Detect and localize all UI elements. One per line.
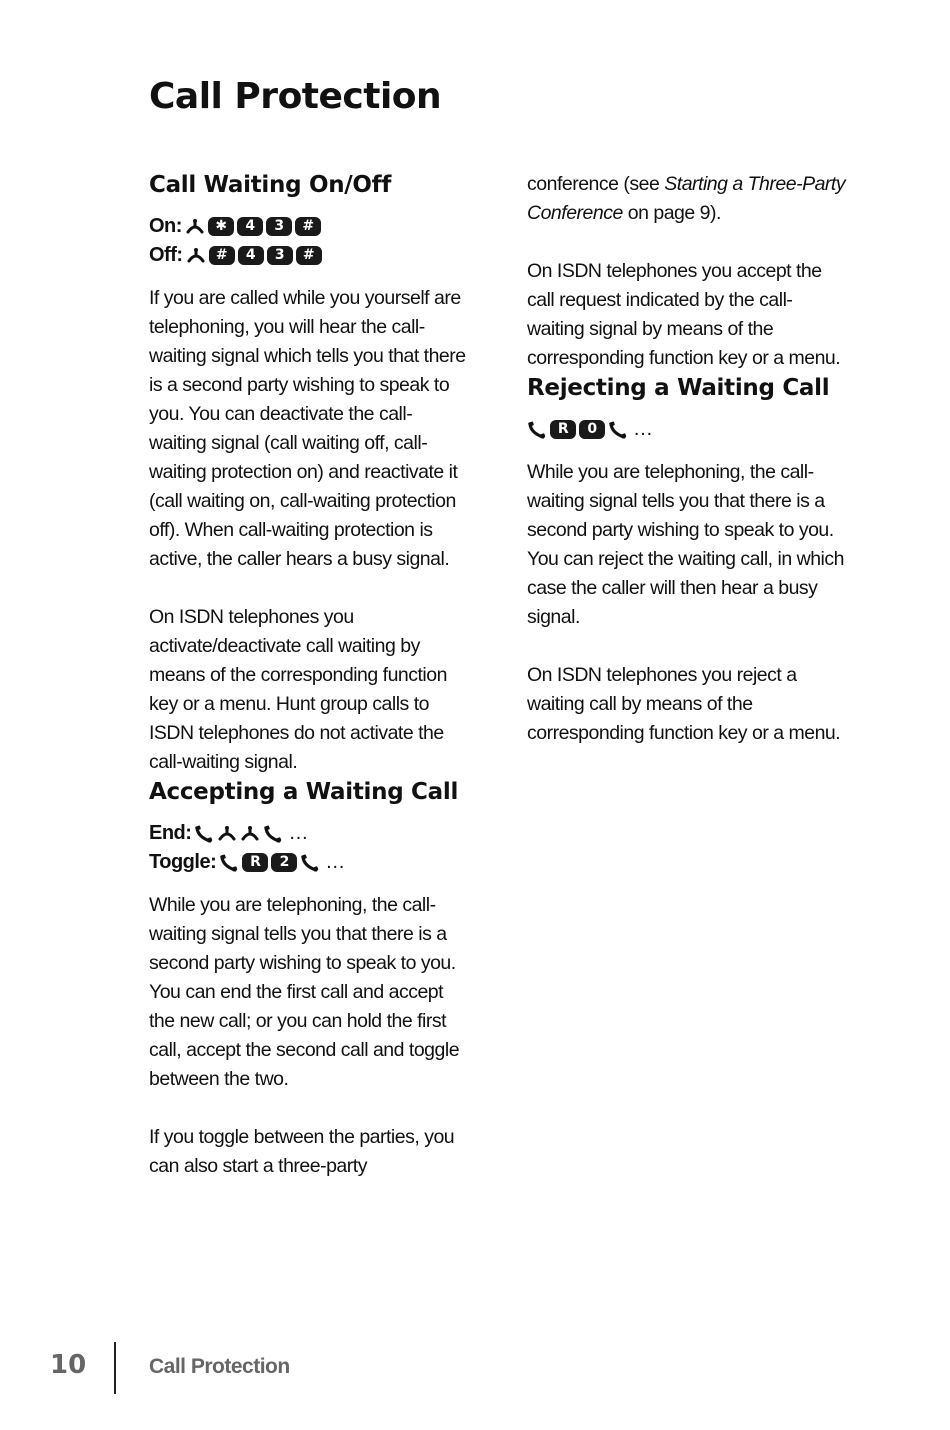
end-label: End: bbox=[149, 822, 192, 844]
heading-rejecting: Rejecting a Waiting Call bbox=[527, 375, 830, 401]
text: on page 9). bbox=[622, 202, 721, 224]
key-hash: # bbox=[295, 217, 321, 236]
footer-section-title: Call Protection bbox=[149, 1355, 290, 1378]
paragraph: While you are telephoning, the call-waiting signal tells you that there is a second party wishing to speak to you. You can end the first call and accept the new call; or you can hold the first call, accept the second call and toggle between the two. bbox=[149, 894, 460, 1090]
key-sequences-waiting bbox=[149, 212, 469, 270]
cross-reference: Starting a Three-Party Conference bbox=[527, 173, 846, 224]
paragraph: On ISDN telephones you accept the call request indicated by the call-waiting signal by means of the corresponding function key or a menu. bbox=[527, 260, 841, 369]
handset-lifted-icon bbox=[186, 246, 206, 266]
paragraph: If you are called while you yourself are telephoning, you will hear the call-waiting signal which tells you that there is a second party wishing to speak to you. You can deactivate the call-waiting signal (call waiting off, call-waiting protection on) and reactivate it (call waiting on, call-waiting protection off). When call-waiting protection is active, the caller hears a busy signal. bbox=[149, 287, 466, 570]
key-3: 3 bbox=[266, 217, 292, 236]
left-column bbox=[149, 170, 469, 1181]
footer-divider bbox=[114, 1342, 116, 1394]
handset-in-call-icon bbox=[527, 420, 547, 440]
handset-in-call-icon bbox=[194, 824, 214, 844]
ellipsis: … bbox=[288, 822, 311, 844]
key-4: 4 bbox=[237, 217, 263, 236]
right-column bbox=[527, 170, 847, 748]
page-title: Call Protection bbox=[149, 76, 442, 117]
key-r: R bbox=[550, 420, 576, 439]
key-2: 2 bbox=[271, 853, 297, 872]
key-sequences-accepting bbox=[149, 819, 469, 877]
paragraph: On ISDN telephones you activate/deactivate call waiting by means of the corresponding function key or a menu. Hunt group calls to ISDN telephones do not activate the call-waiting signal. bbox=[149, 606, 447, 773]
key-r: R bbox=[242, 853, 268, 872]
paragraph-continued bbox=[527, 170, 847, 228]
handset-in-call-icon bbox=[608, 420, 628, 440]
key-sequences-rejecting bbox=[527, 415, 847, 444]
toggle-label: Toggle: bbox=[149, 851, 217, 873]
key-star: ✱ bbox=[208, 217, 234, 236]
handset-lifted-icon bbox=[217, 824, 237, 844]
paragraph: On ISDN telephones you reject a waiting call by means of the corresponding function key or a menu. bbox=[527, 664, 841, 744]
handset-in-call-icon bbox=[219, 853, 239, 873]
key-hash: # bbox=[296, 246, 322, 265]
on-label: On: bbox=[149, 215, 182, 237]
handset-lifted-icon bbox=[240, 824, 260, 844]
key-sequence-reject bbox=[527, 415, 847, 444]
handset-lifted-icon bbox=[185, 217, 205, 237]
key-sequence-end bbox=[149, 819, 469, 848]
key-0: 0 bbox=[579, 420, 605, 439]
handset-in-call-icon bbox=[263, 824, 283, 844]
key-3: 3 bbox=[267, 246, 293, 265]
key-sequence-toggle bbox=[149, 848, 469, 877]
key-4: 4 bbox=[238, 246, 264, 265]
heading-call-waiting: Call Waiting On/Off bbox=[149, 172, 392, 198]
key-hash: # bbox=[209, 246, 235, 265]
key-sequence-off bbox=[149, 241, 469, 270]
heading-accepting: Accepting a Waiting Call bbox=[149, 779, 459, 805]
ellipsis: … bbox=[633, 418, 655, 440]
key-sequence-on bbox=[149, 212, 469, 241]
paragraph: If you toggle between the parties, you can also start a three-party bbox=[149, 1126, 455, 1177]
text: conference (see bbox=[527, 173, 665, 195]
handset-in-call-icon bbox=[300, 853, 320, 873]
paragraph: While you are telephoning, the call-waiting signal tells you that there is a second party wishing to speak to you. You can reject the waiting call, in which case the caller will then hear a busy signal. bbox=[527, 461, 844, 628]
page-number: 10 bbox=[50, 1350, 87, 1380]
off-label: Off: bbox=[149, 244, 183, 266]
ellipsis: … bbox=[325, 851, 348, 873]
